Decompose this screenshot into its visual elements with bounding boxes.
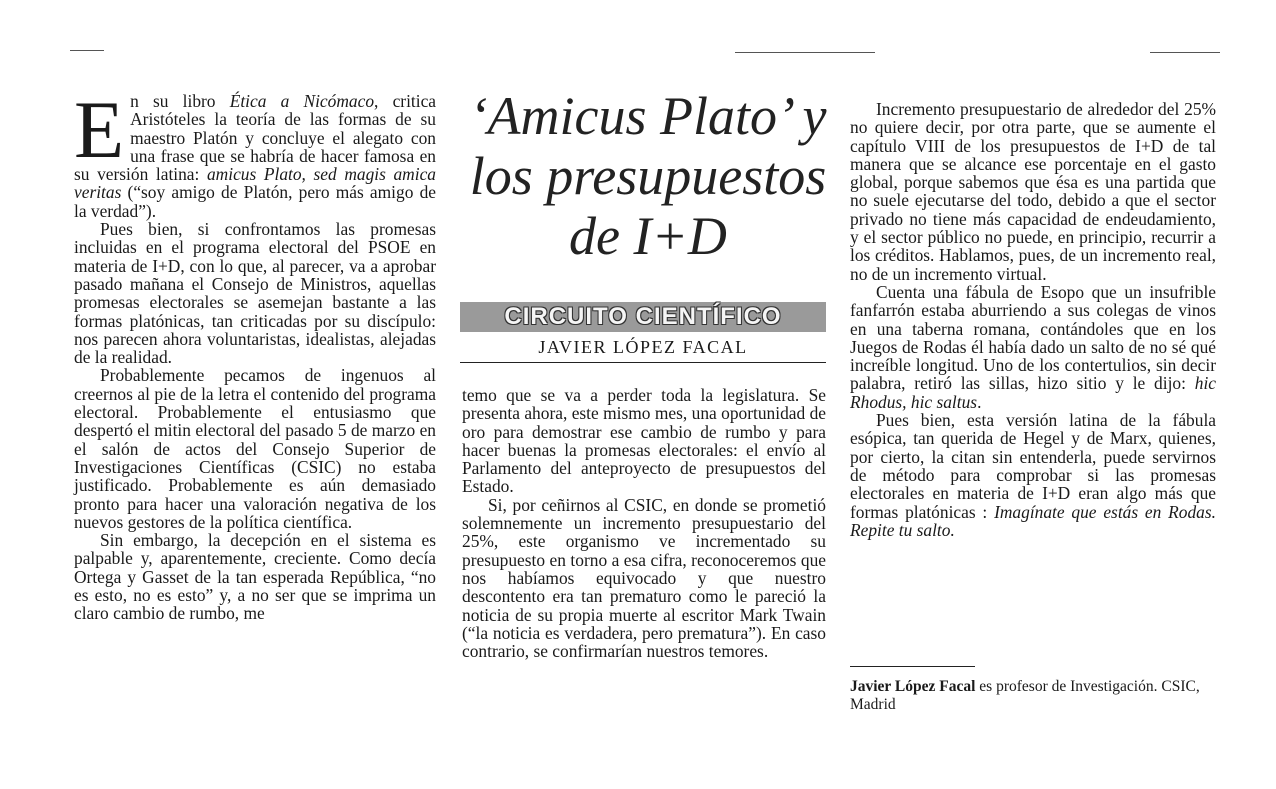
text-run: n su libro	[130, 91, 230, 111]
article-column-3	[850, 100, 1216, 539]
paragraph: Incremento presupuestario de alrededor del 25% no quiere decir, por otra parte, que se aumente el capítulo VIII de los presupuestos de I+D de tal manera que se alcance ese porcentaje en el gasto global, porque sabemos que ésa es una partida que no suele ejecutarse del todo, debido a que el sector privado no tiene más capacidad de endeudamiento, y el sector público no puede, en principio, recurrir a los créditos. Hablamos, pues, de un incremento real, no de un incremento virtual.	[850, 99, 1216, 284]
paragraph: temo que se va a perder toda la legislatura. Se presenta ahora, este mismo mes, una oportunidad de oro para demostrar ese cambio de rumbo y para hacer buenas la promesas electorales: el envío al Parlamento del anteproyecto de presupuestos del Estado.	[462, 385, 826, 497]
text-run: (“soy amigo de Platón, pero más amigo de la verdad”).	[74, 182, 436, 221]
paragraph: Pues bien, si confrontamos las promesas incluidas en el programa electoral del PSOE en materia de I+D, con lo que, al parecer, va a aprobar pasado mañana el Consejo de Ministros, aquellas promesas electorales se asemejan bastante a las formas platónicas, tan criticadas por su discípulo: nos parecen ahora voluntaristas, idealistas, alejadas de la realidad.	[74, 219, 436, 368]
top-rule-left	[70, 50, 104, 51]
top-rule-center	[735, 52, 875, 53]
paragraph: Sin embargo, la decepción en el sistema es palpable y, aparentemente, creciente. Como decía Ortega y Gasset de la tan esperada República, “no es esto, no es esto” y, a no ser que se imprima un claro cambio de rumbo, me	[74, 530, 436, 624]
bio-name: Javier López Facal	[850, 678, 976, 695]
bio-rule	[850, 666, 975, 667]
bio-text: es profesor de Investigación. CSIC, Madrid	[850, 678, 1200, 713]
author-byline: JAVIER LÓPEZ FACAL	[538, 337, 748, 357]
paragraph	[74, 84, 437, 221]
top-rule-right	[1150, 52, 1220, 53]
book-title: Ética a Nicómaco	[229, 91, 375, 111]
latin-quote: hic Rhodus, hic saltus	[850, 373, 1216, 412]
byline-rule	[460, 362, 826, 363]
text-run: .	[977, 391, 982, 412]
headline	[458, 86, 838, 266]
latin-quote: amicus Plato, sed magis amica veritas	[74, 164, 436, 203]
article-column-2	[462, 386, 826, 660]
paragraph	[850, 283, 1216, 411]
paragraph: Probablemente pecamos de ingenuos al creernos al pie de la letra el contenido del programa electoral. Probablemente el entusiasmo que despertó el mitin electoral del pasado 5 de marzo en el salón de actos del Consejo Superior de Investigaciones Científicas (CSIC) no estaba justificado. Probablemente es aún demasiado pronto para hacer una valoración negativa de los nuevos gestores de la política científica.	[74, 365, 436, 532]
article-column-1	[74, 84, 437, 624]
section-banner: CIRCUITO CIENTÍFICO	[460, 302, 826, 332]
text-run: Pues bien, esta versión latina de la fábula esópica, tan querida de Hegel y de Marx, quienes, por cierto, la citan sin entenderla, puede servirnos de método para comprobar si las promesas electorales en materia de I+D eran algo más que formas platónicas :	[850, 410, 1216, 522]
paragraph: Si, por ceñirnos al CSIC, en donde se prometió solemnemente un incremento presupuestario del 25%, este organismo ve incrementado su presupuesto en torno a esa cifra, reconoceremos que nos habíamos equivocado y que nuestro descontento era tan prematuro como le pareció la noticia de su propia muerte al escritor Mark Twain (“la noticia es verdadera, pero prematura”). En caso contrario, se confirmarían nuestros temores.	[462, 494, 826, 662]
headline-line: los presupuestos	[469, 146, 827, 206]
author-bio	[850, 678, 1216, 714]
drop-cap: E	[74, 84, 125, 175]
text-run: , critica Aristóteles la teoría de las formas de su maestro Platón y concluye el alegato con una frase que se habría de hacer famosa en su versión latina:	[74, 91, 437, 185]
headline-line: de I+D	[569, 206, 727, 266]
paragraph	[850, 411, 1216, 539]
text-run: Cuenta una fábula de Esopo que un insufrible fanfarrón estaba aburriendo a sus colegas de vinos en una taberna romana, contándoles que en los Juegos de Rodas él había dado un salto de no sé qué increíble longitud. Uno de los contertulios, sin decir palabra, retiró las sillas, hizo sitio y le dijo:	[850, 281, 1216, 394]
italic-quote: Imagínate que estás en Rodas. Repite tu salto.	[850, 501, 1216, 540]
headline-line: ‘Amicus Plato’ y	[469, 86, 827, 146]
